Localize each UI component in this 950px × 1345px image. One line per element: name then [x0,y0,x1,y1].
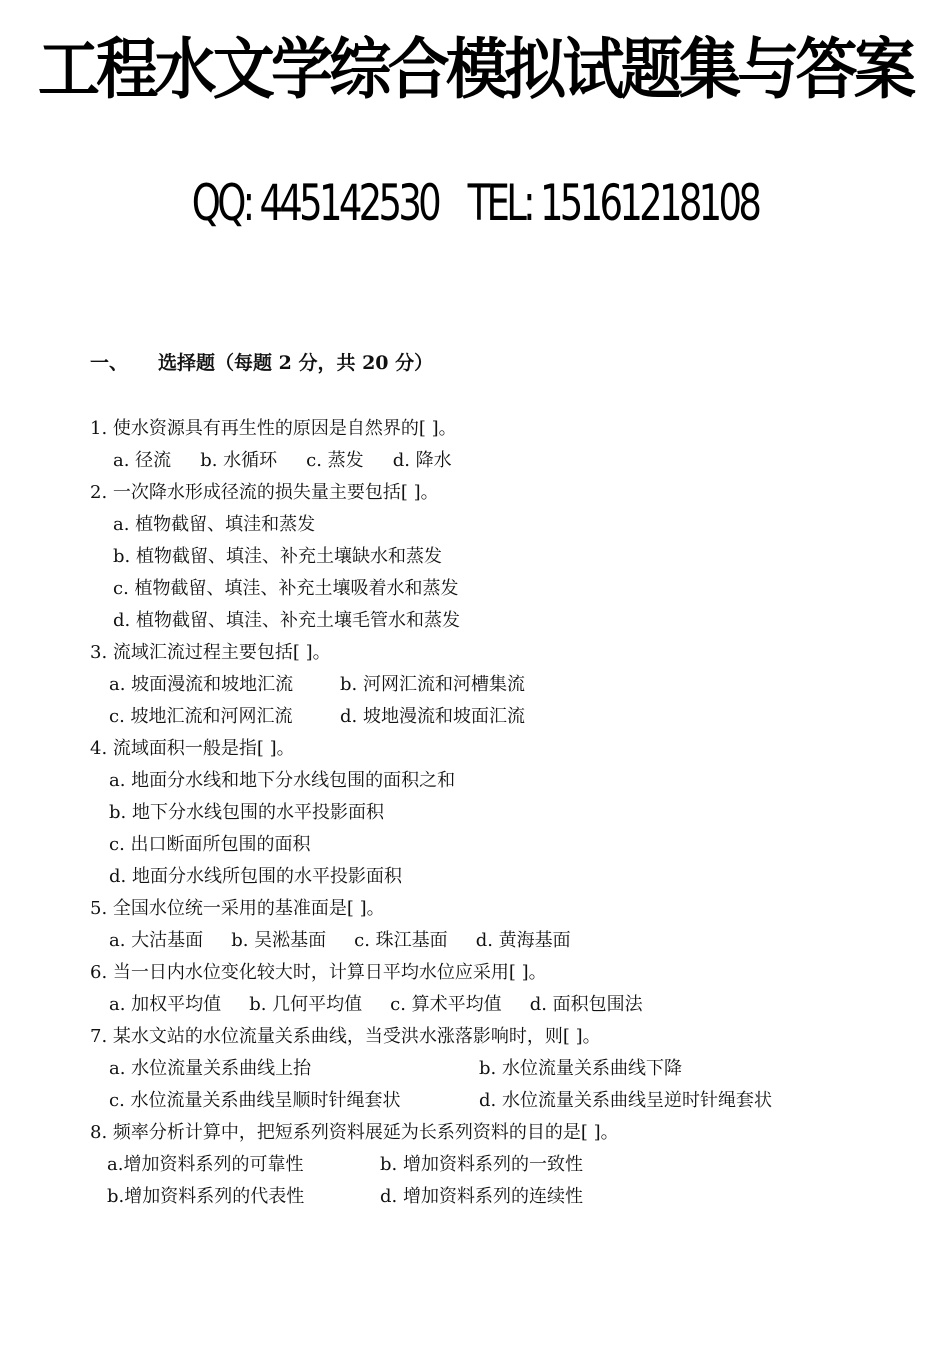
question-stem: 2. 一次降水形成径流的损失量主要包括[ ]。 [90,482,439,503]
option: c. 算术平均值 [390,994,502,1015]
option-row [90,1053,910,1085]
option: b. 河网汇流和河槽集流 [340,674,525,695]
option: a. 坡面漫流和坡地汇流 [109,674,294,695]
tel-number: TEL: 15161218108 [467,174,759,232]
option: a. 大沽基面 [109,930,204,951]
option: b. 增加资料系列的一致性 [380,1154,583,1175]
option: d. 地面分水线所包围的水平投影面积 [109,866,402,887]
section-number: 一、 [90,352,129,374]
option: a.增加资料系列的可靠性 [107,1154,304,1175]
question-stem: 5. 全国水位统一采用的基准面是[ ]。 [90,898,385,919]
question-list [90,413,910,1213]
option: c. 蒸发 [306,450,364,471]
option: d. 坡地漫流和坡面汇流 [340,706,525,727]
contact-info [124,168,827,238]
qq-number: QQ: 445142530 [191,174,439,232]
option: d. 增加资料系列的连续性 [380,1186,583,1207]
option: a. 径流 [113,450,172,471]
option: b. 植物截留、填洼、补充土壤缺水和蒸发 [113,546,442,567]
option-row [90,1181,910,1213]
option: b. 水循环 [200,450,278,471]
option: d. 水位流量关系曲线呈逆时针绳套状 [479,1090,772,1111]
question-stem: 8. 频率分析计算中，把短系列资料展延为长系列资料的目的是[ ]。 [90,1122,619,1143]
question-stem: 4. 流域面积一般是指[ ]。 [90,738,295,759]
question-stem: 7. 某水文站的水位流量关系曲线，当受洪水涨落影响时，则[ ]。 [90,1026,601,1047]
option: b. 地下分水线包围的水平投影面积 [109,802,384,823]
section-heading [90,346,433,380]
option-row [90,925,910,957]
option-row [90,989,910,1021]
option: c. 水位流量关系曲线呈顺时针绳套状 [109,1090,401,1111]
option: c. 珠江基面 [354,930,448,951]
question-stem: 6. 当一日内水位变化较大时，计算日平均水位应采用[ ]。 [90,962,547,983]
option: d. 面积包围法 [529,994,643,1015]
option: d. 降水 [392,450,452,471]
option: c. 坡地汇流和河网汇流 [109,706,293,727]
option-row [90,1085,910,1117]
option: d. 植物截留、填洼、补充土壤毛管水和蒸发 [113,610,460,631]
option: b. 吴淞基面 [231,930,327,951]
section-title: 选择题（每题 2 分，共 20 分） [158,352,434,374]
option: c. 出口断面所包围的面积 [109,834,311,855]
option-row [90,445,910,477]
option: c. 植物截留、填洼、补充土壤吸着水和蒸发 [113,578,459,599]
option-row [90,1149,910,1181]
option: d. 黄海基面 [475,930,571,951]
option-row [90,701,910,733]
option: a. 植物截留、填洼和蒸发 [113,514,316,535]
option: b.增加资料系列的代表性 [107,1186,305,1207]
option: b. 水位流量关系曲线下降 [479,1058,682,1079]
option: a. 加权平均值 [109,994,222,1015]
page-title: 工程水文学综合模拟试题集与答案 [37,31,913,108]
option-row [90,669,910,701]
option: b. 几何平均值 [249,994,363,1015]
option: a. 地面分水线和地下分水线包围的面积之和 [109,770,456,791]
question-stem: 3. 流域汇流过程主要包括[ ]。 [90,642,331,663]
option: a. 水位流量关系曲线上抬 [109,1058,312,1079]
question-stem: 1. 使水资源具有再生性的原因是自然界的[ ]。 [90,418,457,439]
